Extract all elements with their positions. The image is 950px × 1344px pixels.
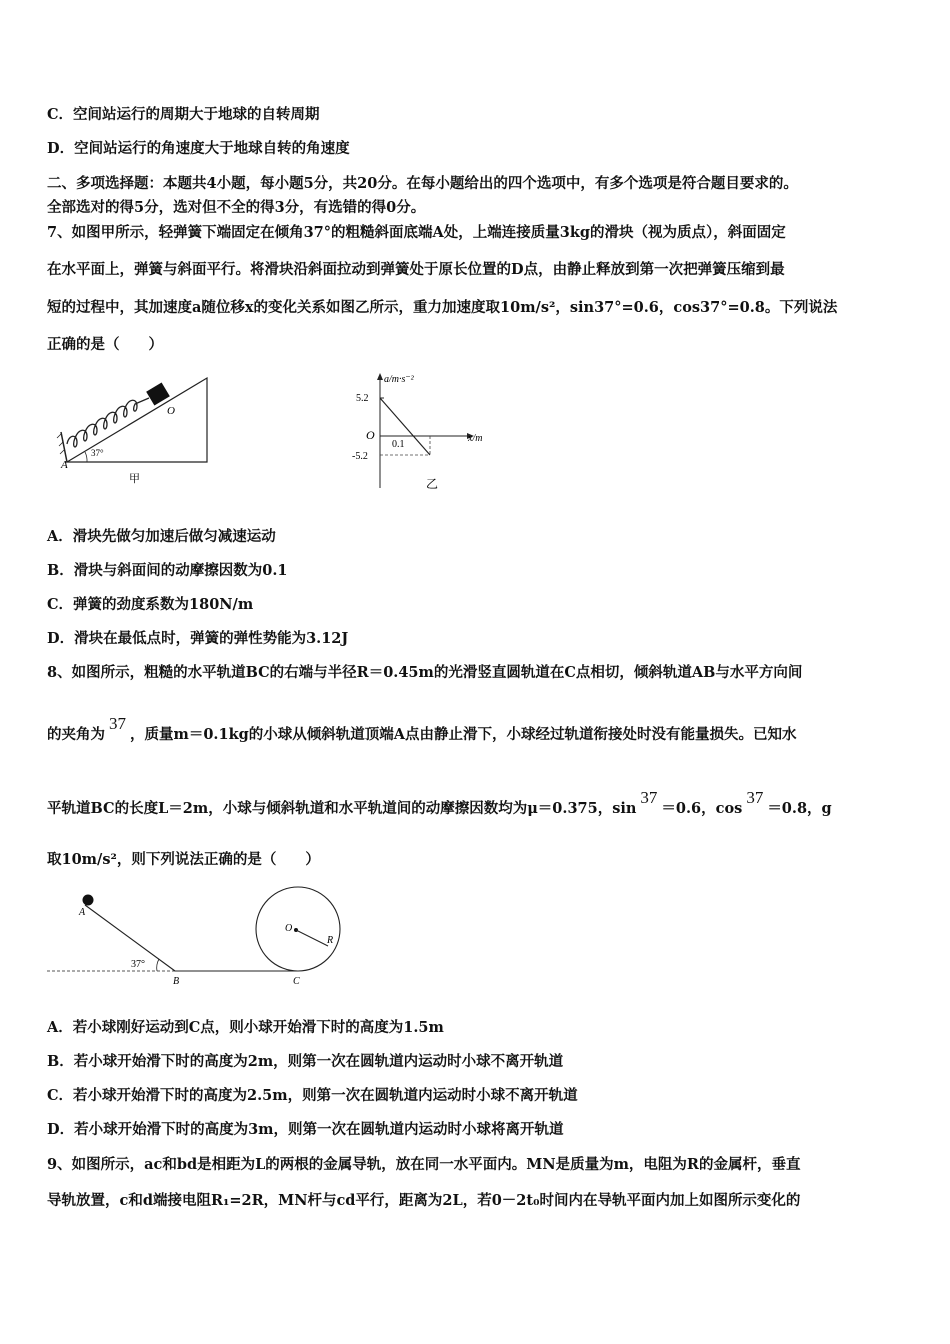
origin-label: O [366, 428, 375, 442]
q8-option-c: C．若小球开始滑下时的高度为2.5m，则第一次在圆轨道内运动时小球不离开轨道 [47, 1087, 578, 1104]
q9-stem-line2: 导轨放置，c和d端接电阻R₁=2R，MN杆与cd平行，距离为2L，若0－2t₀时间内在导轨平面内加上如图所示变化的 [47, 1192, 801, 1209]
incline-ab [85, 905, 175, 971]
q7-figure-graph [340, 370, 500, 495]
section2-heading-line1: 二、多项选择题：本题共4小题，每小题5分，共20分。在每小题给出的四个选项中，有多个选项是符合题目要求的。 [47, 175, 798, 192]
q7-option-d: D．滑块在最低点时，弹簧的弹性势能为3.12J [47, 630, 349, 647]
ball [83, 895, 94, 906]
q7-stem-line4: 正确的是（ ） [47, 336, 163, 353]
incline-triangle [67, 378, 207, 462]
graph-line [380, 398, 430, 455]
label-r: R [327, 935, 334, 946]
q8-stem-line1: 8、如图所示，粗糙的水平轨道BC的右端与半径R＝0.45m的光滑竖直圆轨道在C点相切，倾斜轨道AB与水平方向间 [47, 664, 803, 681]
y-axis-label: a/m·s⁻² [384, 374, 414, 385]
q8-stem-line3 [47, 788, 832, 818]
q8-option-b: B．若小球开始滑下时的高度为2m，则第一次在圆轨道内运动时小球不离开轨道 [47, 1053, 564, 1070]
q8-figure-track [45, 885, 365, 995]
q7-option-b: B．滑块与斜面间的动摩擦因数为0.1 [47, 562, 288, 579]
angle-label: 37° [131, 959, 145, 970]
q8-line3-part-a: 平轨道BC的长度L＝2m，小球与倾斜轨道和水平轨道间的动摩擦因数均为μ＝0.375，sin [47, 800, 637, 817]
radius-line [296, 930, 328, 946]
angle-37-b: 37 [640, 788, 658, 807]
q8-line3-part-c: ＝0.8，g [767, 800, 832, 817]
x-tick: 0.1 [392, 439, 405, 450]
label-o: O [167, 405, 175, 417]
q8-stem-line2 [47, 714, 797, 744]
q8-line2-part-a: 的夹角为 [47, 726, 105, 743]
label-c: C [293, 976, 300, 987]
x-axis-label: x/m [468, 433, 483, 444]
option-d-q6: D．空间站运行的角速度大于地球自转的角速度 [47, 140, 350, 157]
label-a: A [79, 907, 86, 918]
y-tick-top: 5.2 [356, 393, 369, 404]
figure-caption-jia: 甲 [129, 473, 140, 485]
q7-stem-line2: 在水平面上，弹簧与斜面平行。将滑块沿斜面拉动到弹簧处于原长位置的D点，由静止释放到第一次把弹簧压缩到最 [47, 261, 785, 278]
q7-stem-line3: 短的过程中，其加速度a随位移x的变化关系如图乙所示，重力加速度取10m/s²，sin37°=0.6，cos37°=0.8。下列说法 [47, 299, 838, 316]
q7-stem-line1: 7、如图甲所示，轻弹簧下端固定在倾角37°的粗糙斜面底端A处，上端连接质量3kg的滑块（视为质点），斜面固定 [47, 224, 786, 241]
q9-stem-line1: 9、如图所示，ac和bd是相距为L的两根的金属导轨，放在同一水平面内。MN是质量为m，电阻为R的金属杆，垂直 [47, 1156, 801, 1173]
q8-option-d: D．若小球开始滑下时的高度为3m，则第一次在圆轨道内运动时小球将离开轨道 [47, 1121, 564, 1138]
spring-coil [67, 398, 149, 447]
q7-option-c: C．弹簧的劲度系数为180N/m [47, 596, 254, 613]
q7-option-a: A．滑块先做匀加速后做匀减速运动 [47, 528, 276, 545]
angle-label: 37° [91, 448, 104, 458]
q7-figure-incline [55, 370, 215, 490]
q8-line3-part-b: ＝0.6，cos [661, 800, 743, 817]
angle-37-a: 37 [109, 714, 126, 733]
figure-caption-yi: 乙 [426, 477, 439, 491]
q8-stem-line4: 取10m/s²，则下列说法正确的是（ ） [47, 851, 320, 868]
y-tick-bottom: -5.2 [352, 451, 368, 462]
q8-option-a: A．若小球刚好运动到C点，则小球开始滑下时的高度为1.5m [47, 1019, 444, 1036]
spring-base-wall [61, 432, 67, 462]
label-o: O [285, 923, 293, 934]
angle-37-c: 37 [746, 788, 764, 807]
loop-circle [256, 887, 340, 971]
label-a: A [61, 459, 68, 471]
option-c-q6: C．空间站运行的周期大于地球的自转周期 [47, 106, 320, 123]
q8-line2-part-b: ，质量m＝0.1kg的小球从倾斜轨道顶端A点由静止滑下，小球经过轨道衔接处时没有能量损失。已知水 [130, 726, 797, 743]
section2-heading-line2: 全部选对的得5分，选对但不全的得3分，有选错的得0分。 [47, 199, 426, 216]
label-b: B [173, 976, 180, 987]
